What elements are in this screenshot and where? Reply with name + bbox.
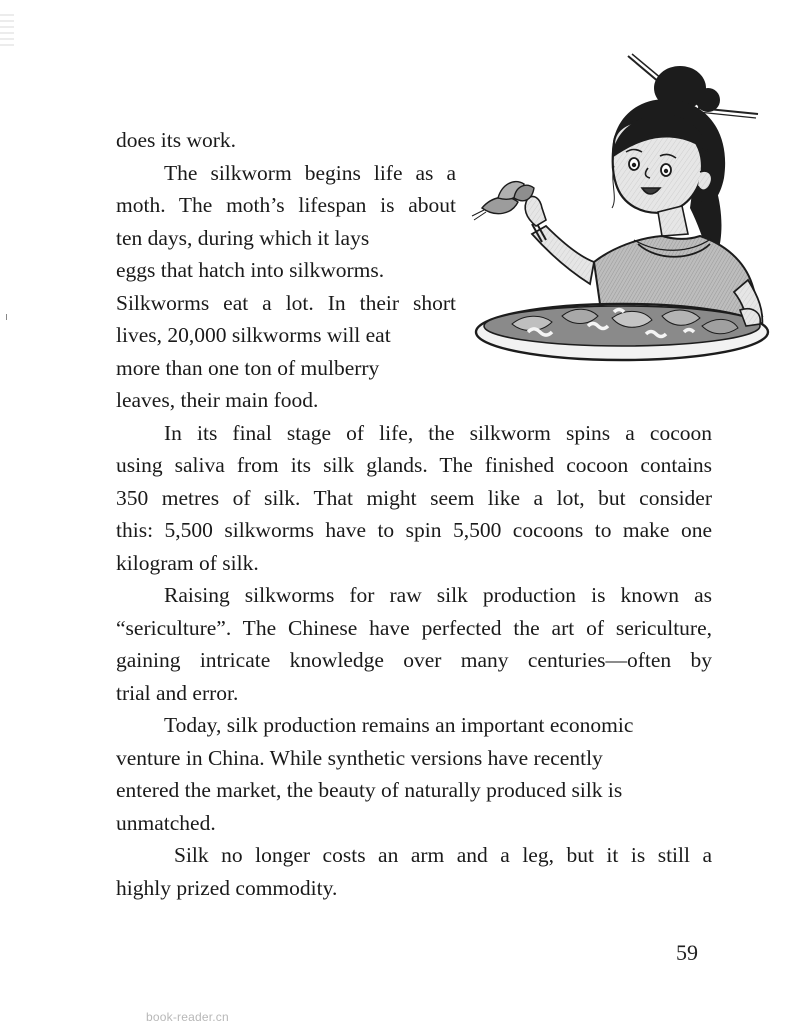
- text-line: Silkworms eat a lot. In their short: [116, 290, 456, 315]
- text-line: leaves, their main food.: [116, 388, 319, 412]
- scan-edge-artifact: [0, 10, 14, 70]
- text-line: more than one ton of mulberry: [116, 355, 380, 380]
- text-line: venture in China. While synthetic versions have recently: [116, 745, 603, 770]
- text-line: trial and error.: [116, 680, 239, 705]
- text-line: kilogram of silk.: [116, 550, 259, 575]
- paragraph-continuation: [116, 124, 456, 157]
- text-line: does its work.: [116, 128, 237, 152]
- watermark: book-reader.cn: [146, 1010, 229, 1024]
- text-line: this: 5,500 silkworms have to spin 5,500 cocoons to make one: [116, 518, 712, 542]
- text-line: eggs that hatch into silkworms.: [116, 258, 385, 282]
- page-number: 59: [676, 940, 698, 965]
- paragraph-today: [116, 709, 712, 839]
- text-line: gaining intricate knowledge over many centuries—often by: [116, 648, 712, 672]
- paragraph-conclusion: [116, 839, 712, 904]
- text-line: The silkworm begins life as a: [164, 160, 456, 185]
- text-line: unmatched.: [116, 810, 216, 835]
- text-line: moth. The moth’s lifespan is about: [116, 193, 456, 217]
- text-line: ten days, during which it lays: [116, 225, 370, 250]
- text-line: entered the market, the beauty of naturally produced silk is: [116, 778, 623, 802]
- text-line: 350 metres of silk. That might seem like a lot, but consider: [116, 485, 712, 510]
- scan-edge-tick: [6, 314, 7, 320]
- text-line: “sericulture”. The Chinese have perfected the art of sericulture,: [116, 615, 712, 640]
- text-line: Today, silk production remains an important economic: [164, 713, 634, 737]
- paragraph-sericulture: [116, 579, 712, 709]
- paragraph-cocoon: [116, 417, 712, 580]
- text-line: lives, 20,000 silkworms will eat: [116, 323, 391, 347]
- paragraph-silkworm-lifecycle: [116, 157, 456, 417]
- body-text: [116, 124, 712, 904]
- text-line: using saliva from its silk glands. The finished cocoon contains: [116, 453, 712, 477]
- text-line: In its final stage of life, the silkworm spins a cocoon: [164, 420, 712, 445]
- text-line: Silk no longer costs an arm and a leg, but it is still a: [174, 843, 712, 867]
- text-line: Raising silkworms for raw silk production is known as: [164, 583, 712, 607]
- text-line: highly prized commodity.: [116, 875, 338, 900]
